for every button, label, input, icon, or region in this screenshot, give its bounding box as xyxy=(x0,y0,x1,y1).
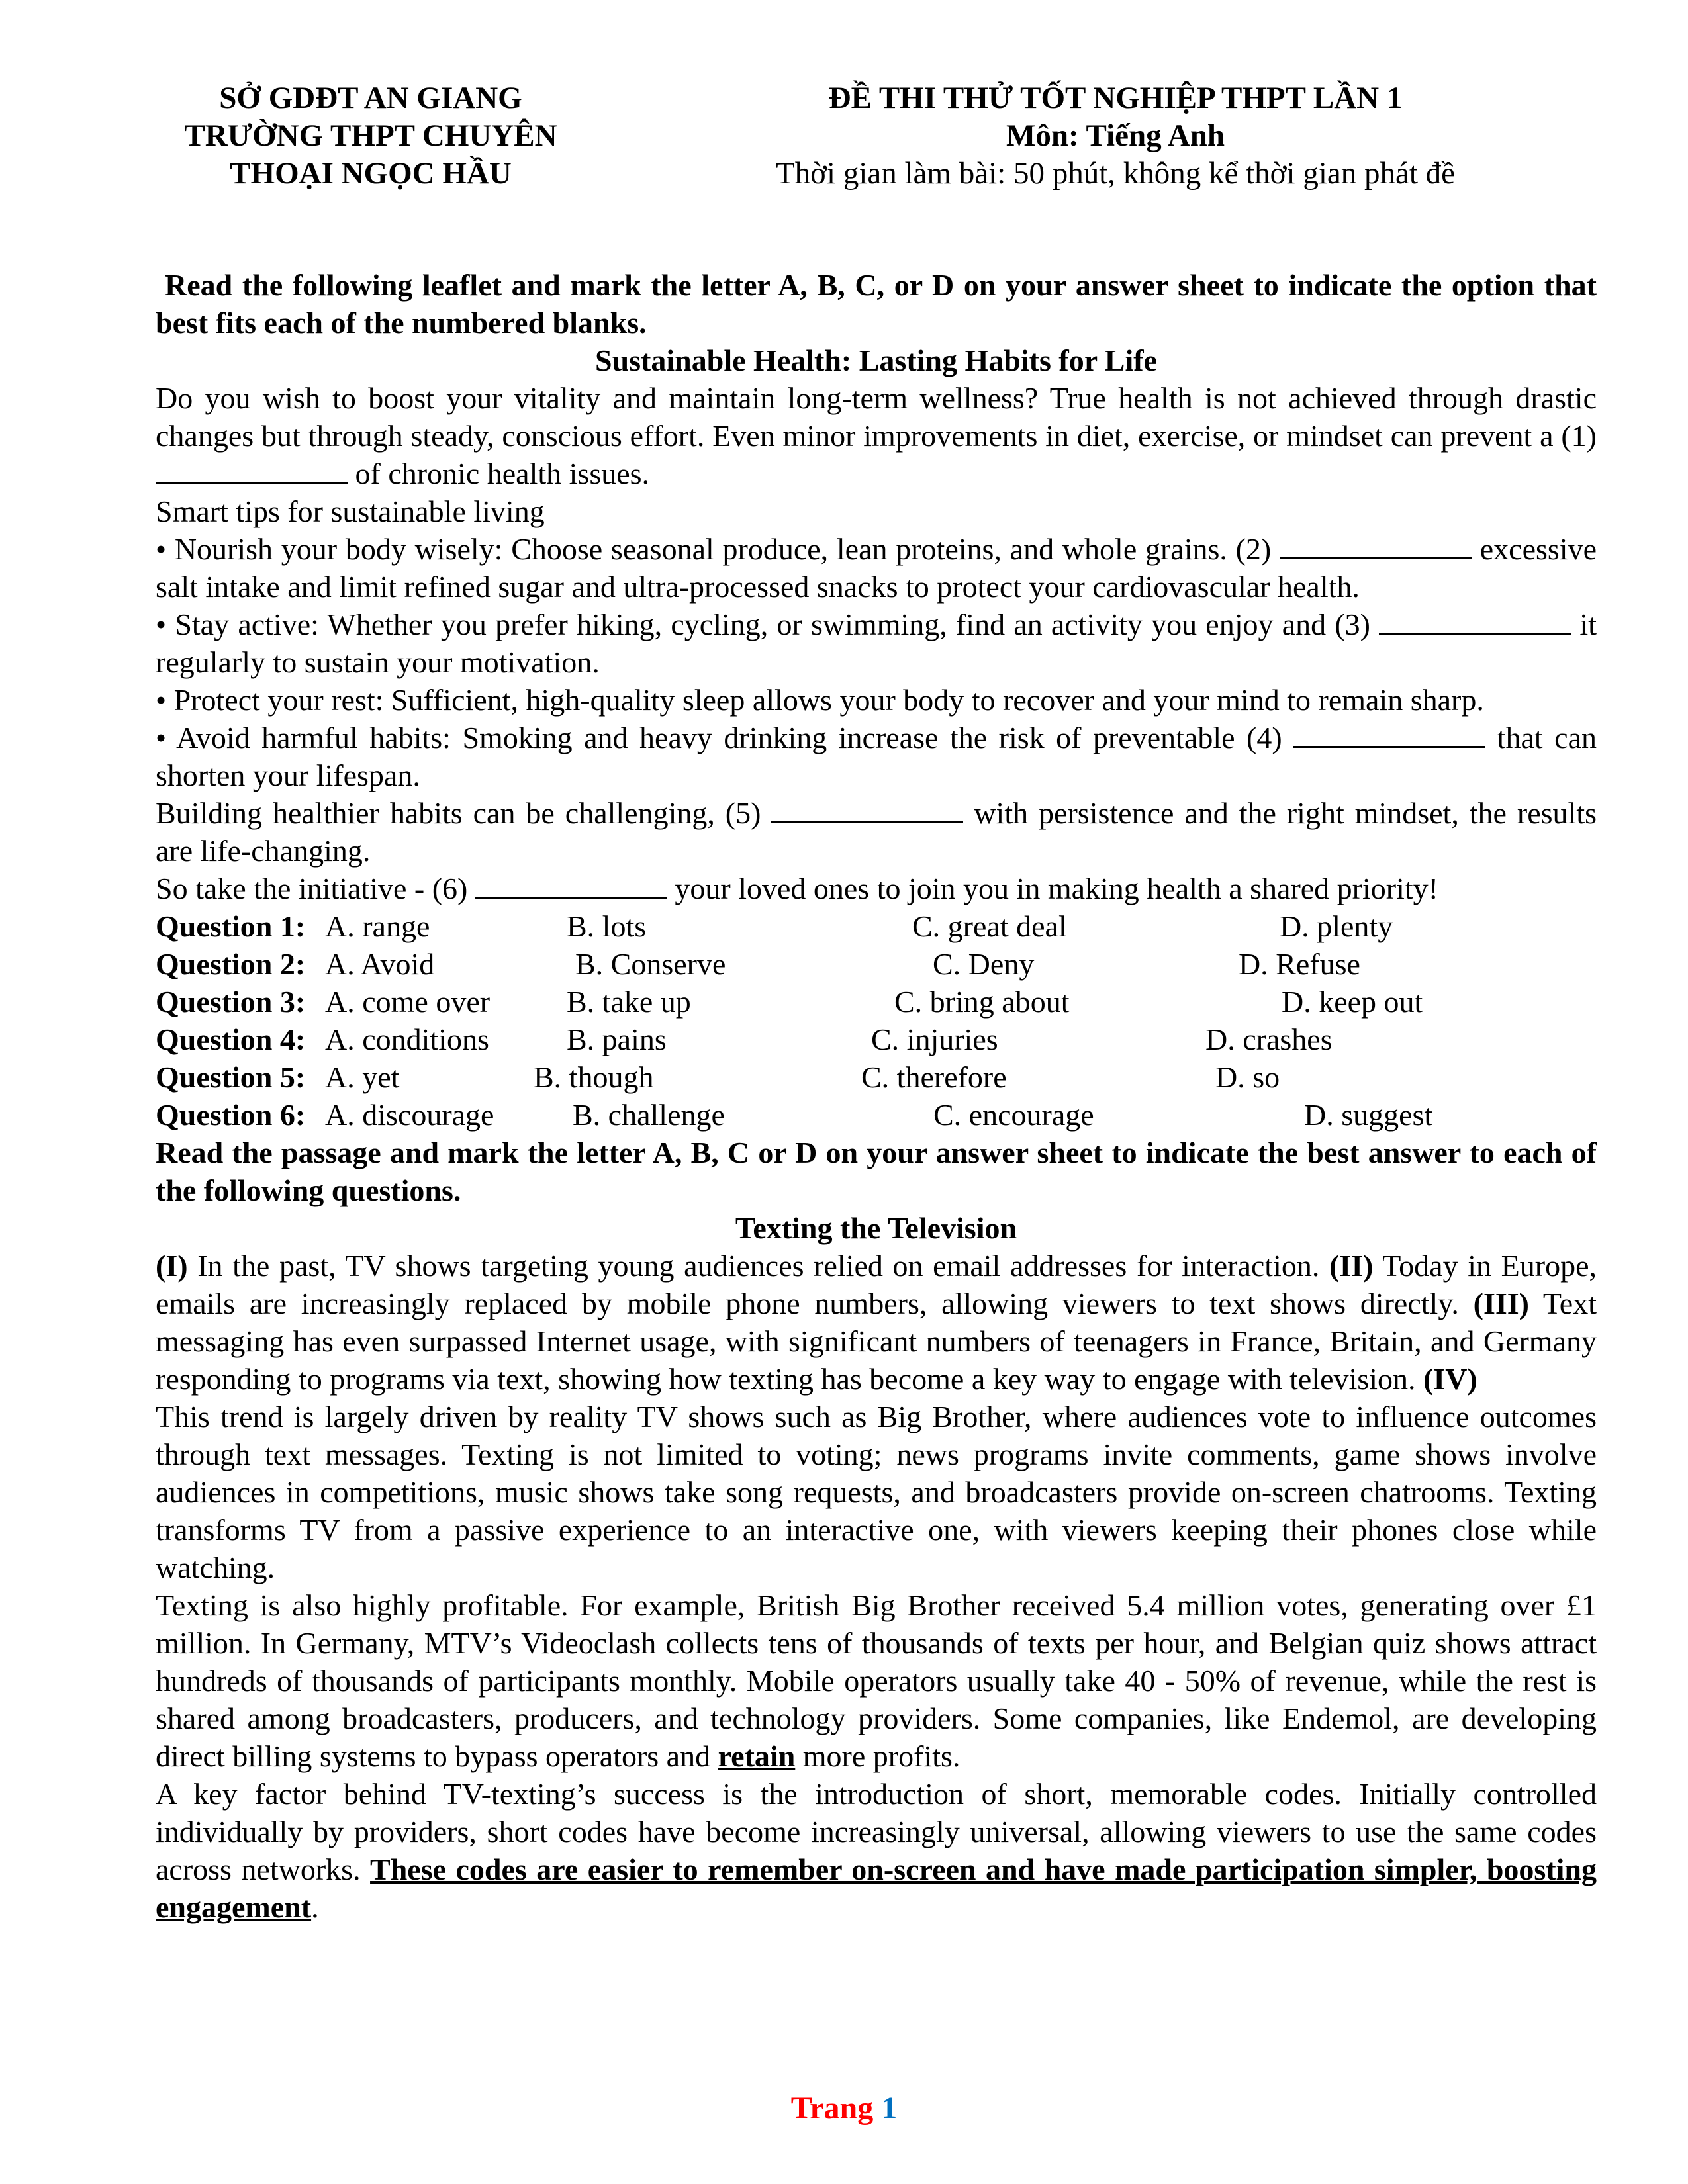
section2-instruction: Read the passage and mark the letter A, B, C or D on your answer sheet to indicate the best answer to each of the following questions. xyxy=(156,1136,1597,1207)
text: Do you wish to boost your vitality and maintain long-term wellness? True health is not achieved through drastic changes but through steady, conscious effort. Even minor improvements in diet, exercise, or mindset can prevent a (1) xyxy=(156,381,1597,453)
text: In the past, TV shows targeting young audiences relied on email addresses for interaction. xyxy=(187,1249,1330,1283)
exam-content xyxy=(156,266,1597,1926)
passage-para-3 xyxy=(156,1586,1597,1775)
marker-ii: (II) xyxy=(1329,1249,1374,1283)
text: • Nourish your body wisely: Choose seasonal produce, lean proteins, and whole grains. (2) xyxy=(156,532,1280,566)
underlined-word-retain: retain xyxy=(718,1739,796,1773)
question-label: Question 1: xyxy=(156,909,306,943)
text: A key factor behind TV-texting’s success is the introduction of short, memorable codes. Initially controlled individually by providers, short codes have become increasingly universal, allowing viewers to use the same codes across networks. xyxy=(156,1777,1597,1886)
passage-para-4 xyxy=(156,1775,1597,1926)
text: excessive salt intake and limit refined sugar and ultra-processed snacks to protect your cardiovascular health. xyxy=(156,532,1597,604)
option-b: B. Conserve xyxy=(575,947,726,981)
blank-6 xyxy=(475,870,667,899)
text: So take the initiative - (6) xyxy=(156,872,475,905)
passage-para-2: This trend is largely driven by reality TV shows such as Big Brother, where audiences vote to influence outcomes through text messages. Texting is not limited to voting; news programs invite comments, game shows involve audiences in competitions, music shows take song requests, and broadcasters provide on-screen chatrooms. Texting transforms TV from a passive experience to an interactive one, with viewers keeping their phones close while watching. xyxy=(156,1400,1597,1584)
blank-5 xyxy=(771,795,963,823)
option-a: A. Avoid xyxy=(325,947,435,981)
option-d: D. plenty xyxy=(1280,909,1393,943)
exam-subject: Môn: Tiếng Anh xyxy=(1006,118,1225,153)
blank-1 xyxy=(156,455,348,484)
exam-title: ĐỀ THI THỬ TỐT NGHIỆP THPT LẦN 1 xyxy=(828,81,1403,115)
text: your loved ones to join you in making health a shared priority! xyxy=(667,872,1438,905)
option-c: C. encourage xyxy=(933,1098,1094,1132)
option-b: B. though xyxy=(534,1060,654,1094)
text: Today in Europe, emails are increasingly replaced by mobile phone numbers, allowing viewers to text shows directly. xyxy=(156,1249,1597,1320)
tip-nourish xyxy=(156,530,1597,606)
option-d: D. Refuse xyxy=(1239,947,1360,981)
page-label: Trang xyxy=(790,2091,874,2126)
question-row-2 xyxy=(156,945,1597,983)
text: with persistence and the right mindset, the results are life-changing. xyxy=(156,796,1597,868)
exam-time: Thời gian làm bài: 50 phút, không kể thời gian phát đề xyxy=(775,156,1456,191)
option-a: A. come over xyxy=(325,985,491,1019)
text: Texting is also highly profitable. For example, British Big Brother received 5.4 million votes, generating over £1 million. In Germany, MTV’s Videoclash collects tens of thousands of texts per hour, and Belgian quiz shows attract hundreds of thousands of participants monthly. Mobile operators usually take 40 - 50% of revenue, while the rest is shared among broadcasters, producers, and technology providers. Some companies, like Endemol, are developing direct billing systems to bypass operators and xyxy=(156,1588,1597,1773)
option-c: C. therefore xyxy=(861,1060,1007,1094)
text: Building healthier habits can be challenging, (5) xyxy=(156,796,772,830)
option-a: A. conditions xyxy=(325,1023,489,1056)
option-b: B. pains xyxy=(567,1023,667,1056)
page-number: 1 xyxy=(881,2091,898,2126)
school-name-line2: THOẠI NGỌC HẦU xyxy=(230,156,512,191)
exam-header xyxy=(662,79,1569,193)
option-d: D. crashes xyxy=(1205,1023,1333,1056)
section1-instruction: Read the following leaflet and mark the letter A, B, C, or D on your answer sheet to indicate the option that best fits each of the numbered blanks. xyxy=(156,268,1597,340)
text: it regularly to sustain your motivation. xyxy=(156,608,1597,679)
option-b: B. take up xyxy=(567,985,691,1019)
option-a: A. discourage xyxy=(325,1098,494,1132)
option-a: A. range xyxy=(325,909,430,943)
question-label: Question 3: xyxy=(156,985,306,1019)
question-row-4 xyxy=(156,1021,1597,1058)
blank-2 xyxy=(1280,531,1472,559)
question-label: Question 5: xyxy=(156,1060,306,1094)
text: . xyxy=(311,1890,319,1924)
option-c: C. bring about xyxy=(894,985,1070,1019)
school-header xyxy=(165,79,576,193)
question-row-1 xyxy=(156,907,1597,945)
marker-iv: (IV) xyxy=(1423,1362,1477,1396)
leaflet-para-3 xyxy=(156,870,1597,907)
leaflet-intro xyxy=(156,379,1597,492)
question-label: Question 6: xyxy=(156,1098,306,1132)
option-b: B. lots xyxy=(567,909,647,943)
department-name: SỞ GDĐT AN GIANG xyxy=(219,81,522,115)
text: of chronic health issues. xyxy=(348,457,650,490)
leaflet-para-2 xyxy=(156,794,1597,870)
option-d: D. keep out xyxy=(1282,985,1423,1019)
option-d: D. so xyxy=(1215,1060,1280,1094)
tip-active xyxy=(156,606,1597,681)
leaflet-title: Sustainable Health: Lasting Habits for Life xyxy=(595,343,1157,377)
option-b: B. challenge xyxy=(573,1098,725,1132)
text: • Avoid harmful habits: Smoking and heavy drinking increase the risk of preventable (4) xyxy=(156,721,1294,754)
option-c: C. Deny xyxy=(933,947,1035,981)
option-c: C. injuries xyxy=(871,1023,998,1056)
question-row-5 xyxy=(156,1058,1597,1096)
question-row-6 xyxy=(156,1096,1597,1134)
marker-i: (I) xyxy=(156,1249,188,1283)
underlined-sentence: These codes are easier to remember on-screen and have made participation simpler, boosting engagement xyxy=(156,1852,1597,1924)
text: more profits. xyxy=(795,1739,961,1773)
option-d: D. suggest xyxy=(1304,1098,1433,1132)
tips-heading: Smart tips for sustainable living xyxy=(156,494,545,528)
school-name-line1: TRƯỜNG THPT CHUYÊN xyxy=(184,118,557,153)
option-c: C. great deal xyxy=(912,909,1067,943)
text: • Stay active: Whether you prefer hiking, cycling, or swimming, find an activity you enjoy and (3) xyxy=(156,608,1380,641)
question-row-3 xyxy=(156,983,1597,1021)
blank-3 xyxy=(1379,606,1571,635)
blank-4 xyxy=(1293,719,1485,748)
question-label: Question 2: xyxy=(156,947,306,981)
tip-rest: • Protect your rest: Sufficient, high-quality sleep allows your body to recover and your mind to remain sharp. xyxy=(156,683,1484,717)
marker-iii: (III) xyxy=(1473,1287,1529,1320)
tip-avoid xyxy=(156,719,1597,794)
page-footer xyxy=(0,2090,1688,2126)
option-a: A. yet xyxy=(325,1060,400,1094)
text: that can shorten your lifespan. xyxy=(156,721,1597,792)
question-label: Question 4: xyxy=(156,1023,306,1056)
passage-para-1 xyxy=(156,1247,1597,1398)
text: Text messaging has even surpassed Internet usage, with significant numbers of teenagers in France, Britain, and Germany responding to programs via text, showing how texting has become a key way to engage with television. xyxy=(156,1287,1597,1396)
passage-title: Texting the Television xyxy=(735,1211,1017,1245)
